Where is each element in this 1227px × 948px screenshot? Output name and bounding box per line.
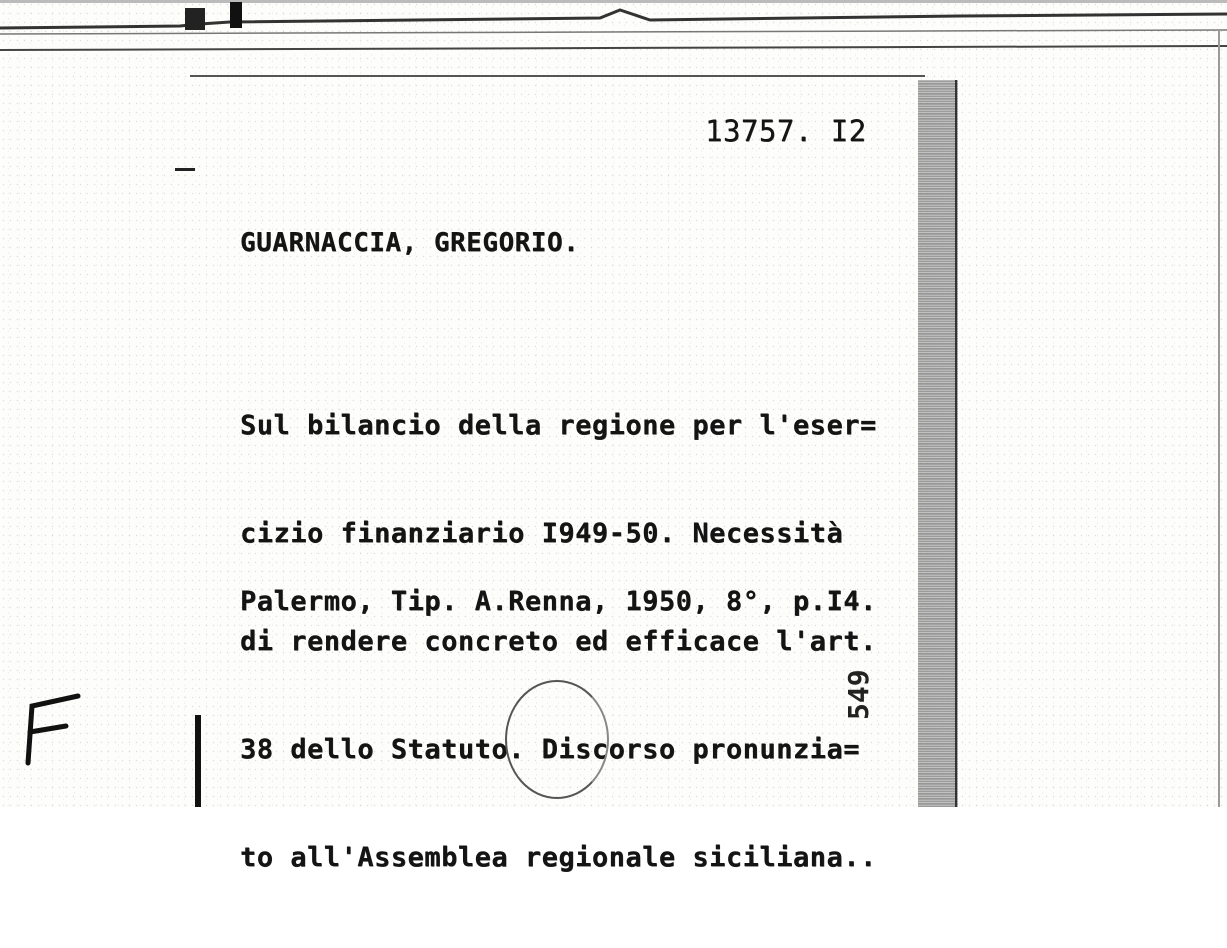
stamp-number: 549 <box>842 669 875 720</box>
left-margin-bar <box>195 715 201 807</box>
title-line: cizio finanziario I949-50. Necessità <box>240 518 844 549</box>
title-block <box>240 336 877 948</box>
call-number: 13757. I2 <box>705 114 867 148</box>
card-border-line <box>955 80 957 807</box>
previous-card-edge <box>0 0 1227 40</box>
imprint-line: Palermo, Tip. A.Renna, 1950, 8°, p.I4. <box>240 586 877 617</box>
title-line: Sul bilancio della regione per l'eser= <box>240 410 877 441</box>
card-top-border <box>190 75 925 77</box>
handwritten-f-mark <box>18 688 88 768</box>
scan-right-border <box>1218 30 1220 807</box>
margin-dash <box>175 168 195 171</box>
title-line: 38 dello Statuto. Discorso pronunzia= <box>240 734 860 765</box>
author-heading: GUARNACCIA, GREGORIO. <box>240 228 580 258</box>
title-line: to all'Assemblea regionale siciliana.. <box>240 842 877 873</box>
punch-hole <box>505 680 609 799</box>
title-line: di rendere concreto ed efficace l'art. <box>240 626 877 657</box>
